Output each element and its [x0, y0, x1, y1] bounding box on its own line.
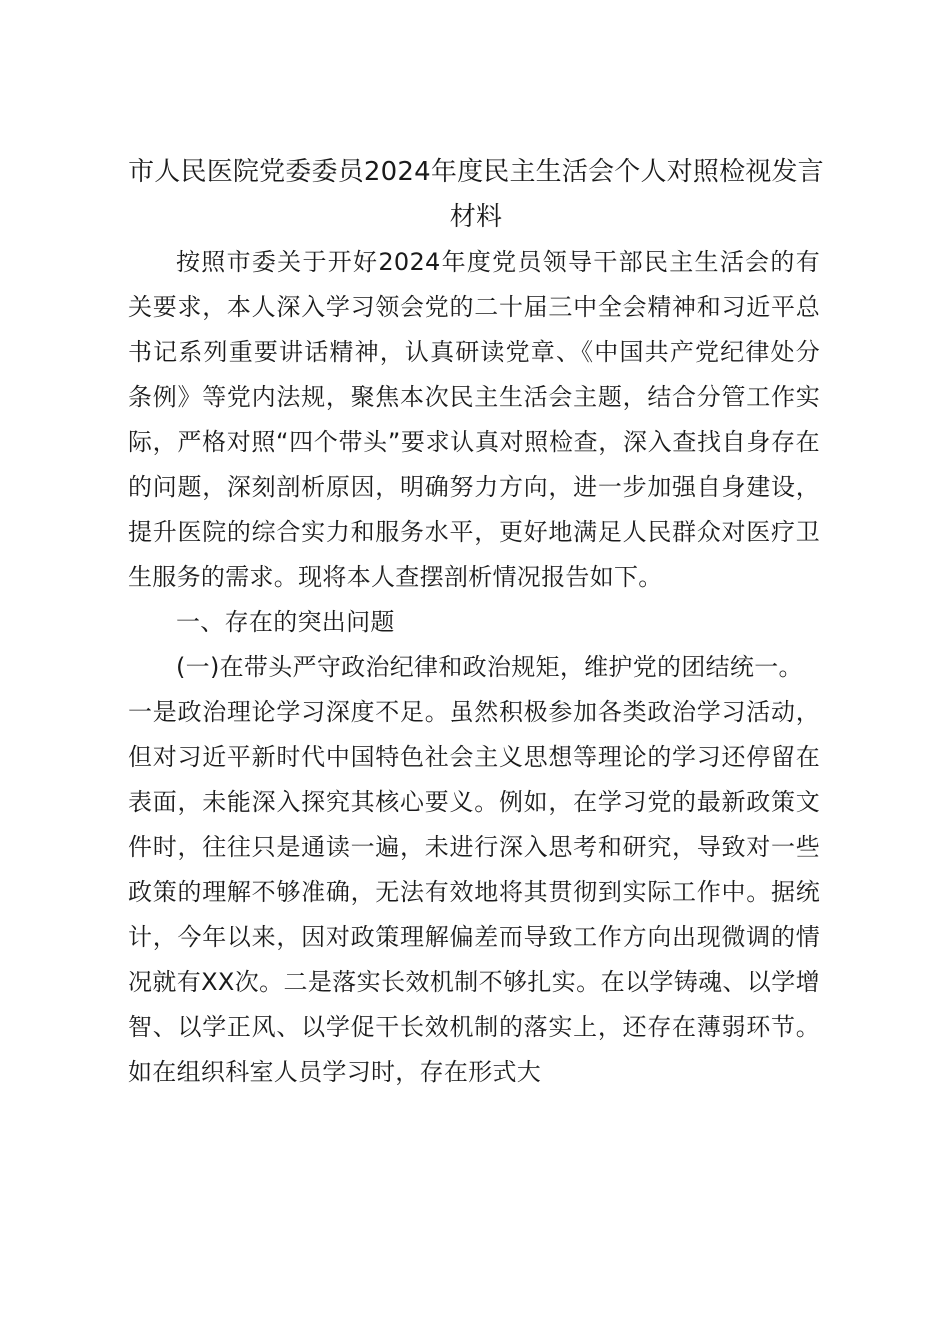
- document-title: 市人民医院党委委员2024年度民主生活会个人对照检视发言材料: [128, 157, 824, 232]
- body-paragraph: 一是政治理论学习深度不足。虽然积极参加各类政治学习活动，但对习近平新时代中国特色社会主义思想等理论的学习还停留在表面，未能深入探究其核心要义。例如，在学习党的最新政策文件时，往往只是通读一遍，未进行深入思考和研究，导致对一些政策的理解不够准确，无法有效地将其贯彻到实际工作中。据统计，今年以来，因对政策理解偏差而导致工作方向出现微调的情况就有XX次。二是落实长效机制不够扎实。在以学铸魂、以学增智、以学正风、以学促干长效机制的落实上，还存在薄弱环节。如在组织科室人员学习时，存在形式大: [128, 698, 820, 1086]
- document-page: [128, 150, 824, 1095]
- section-heading: 一、存在的突出问题: [176, 608, 395, 636]
- subsection-heading: (一)在带头严守政治纪律和政治规矩，维护党的团结统一。: [176, 653, 803, 681]
- intro-paragraph: 按照市委关于开好2024年度党员领导干部民主生活会的有关要求，本人深入学习领会党的二十届三中全会精神和习近平总书记系列重要讲话精神，认真研读党章、《中国共产党纪律处分条例》等党内法规，聚焦本次民主生活会主题，结合分管工作实际，严格对照“四个带头”要求认真对照检查，深入查找自身存在的问题，深刻剖析原因，明确努力方向，进一步加强自身建设，提升医院的综合实力和服务水平，更好地满足人民群众对医疗卫生服务的需求。现将本人查摆剖析情况报告如下。: [128, 248, 820, 591]
